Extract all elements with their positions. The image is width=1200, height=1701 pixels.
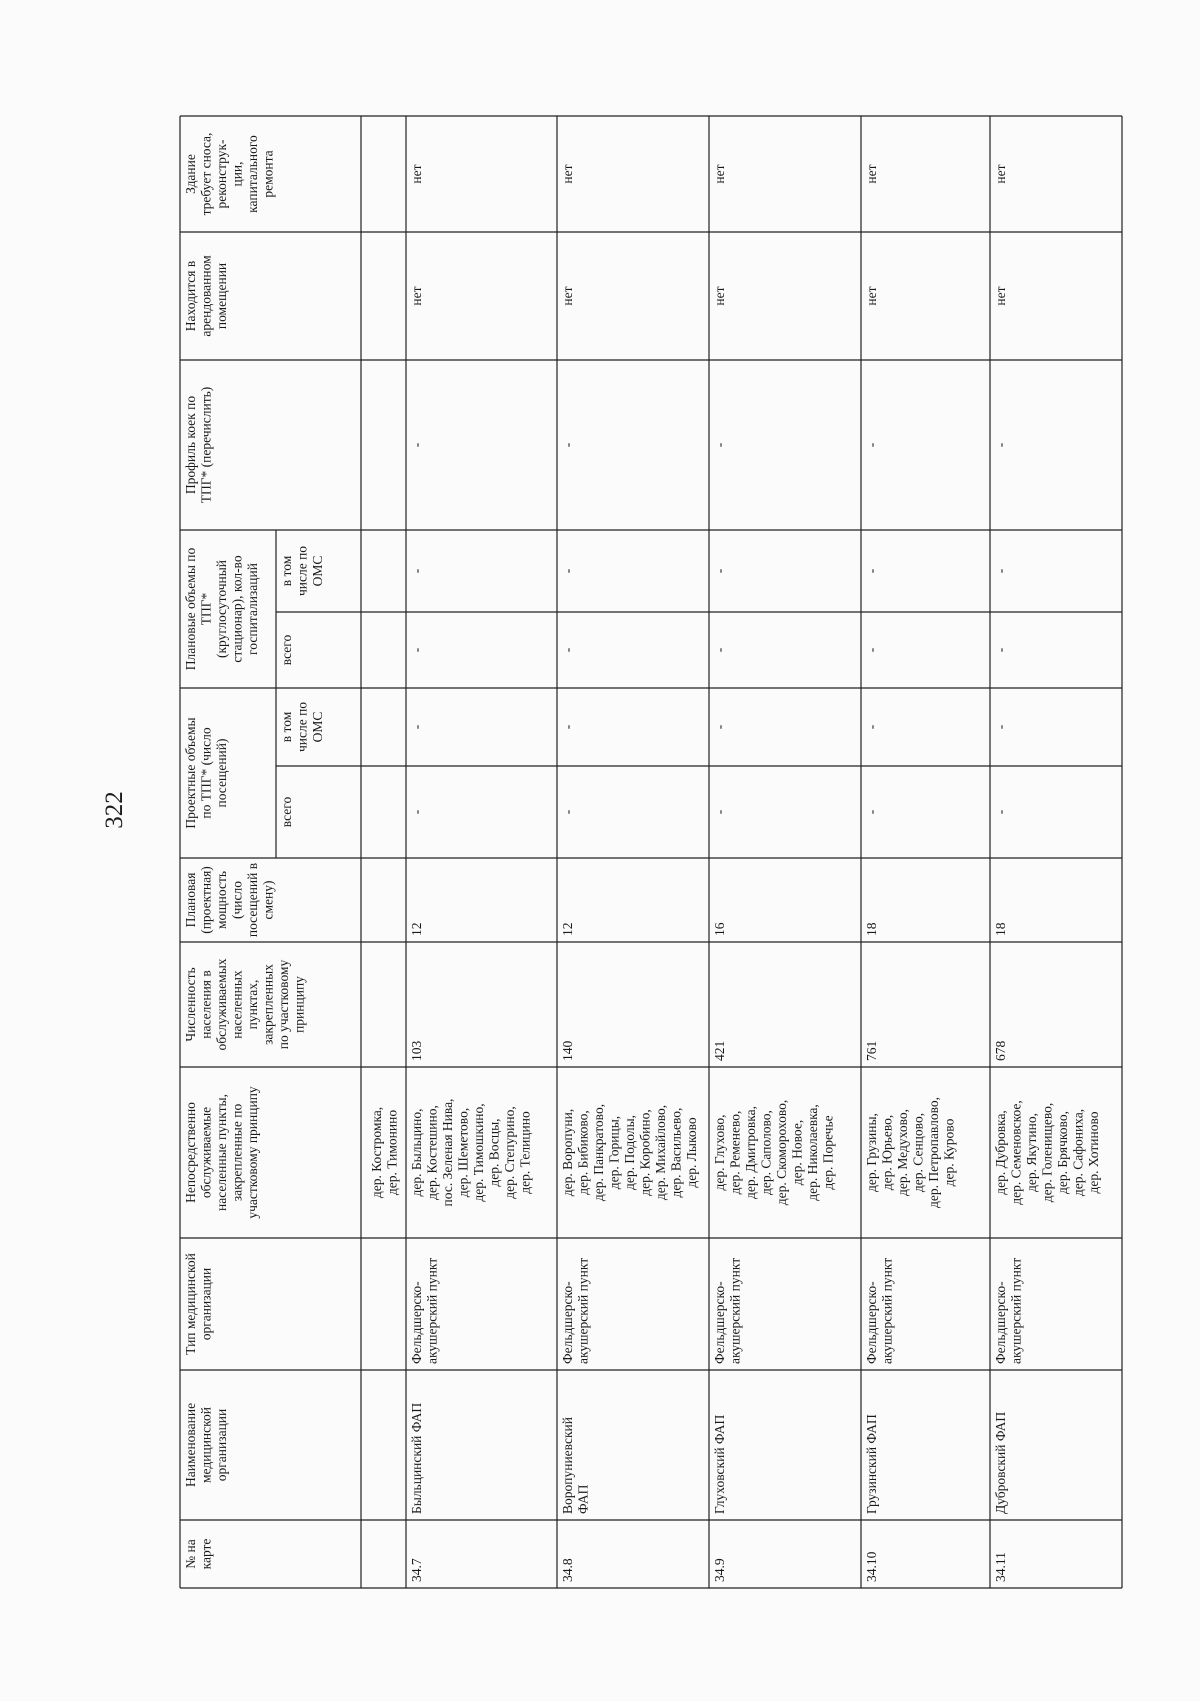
cell-settlements: дер. Ременево, (727, 1110, 743, 1195)
header-visits-oms: в том (279, 711, 294, 743)
header-capacity: (проектная) (198, 866, 214, 934)
header-repair: ции, (229, 161, 245, 187)
header-type: Тип медицинской (183, 1253, 198, 1355)
cell-settlements: дер. Михайлово, (653, 1104, 668, 1201)
header-capacity: смену) (260, 880, 276, 920)
cell-population: 421 (712, 1040, 727, 1061)
cell-settlements: дер. Васильево, (668, 1107, 684, 1198)
cell-repair: нет (864, 164, 879, 184)
header-beds: ТПГ* (перечислить) (198, 386, 214, 504)
header-visits-oms: числе по (294, 701, 310, 753)
cell-settlements: дер. Шеметово, (455, 1107, 471, 1198)
cell-hosp-total: - (560, 647, 575, 653)
header-hosp-oms: в том (279, 555, 294, 587)
cell-beds: - (712, 442, 727, 448)
header-visits: по ТПГ* (число (198, 727, 214, 819)
page-number: 322 (101, 791, 128, 829)
cell-capacity: 16 (712, 922, 727, 936)
cell-settlements: дер. Якутино, (1024, 1113, 1039, 1192)
header-hosp: стационар), кол-во (229, 555, 245, 663)
header-num: № на (183, 1539, 198, 1569)
header-population: по участковому (276, 959, 291, 1050)
cell-rented: нет (409, 286, 424, 306)
cell-population: 678 (993, 1040, 1008, 1061)
cell-num: 34.10 (864, 1551, 879, 1582)
header-name: Наименование (183, 1402, 198, 1488)
cell-num: 34.11 (993, 1552, 1008, 1582)
header-hosp: (круглосуточный (214, 559, 229, 659)
header-visits-oms: ОМС (310, 711, 325, 743)
cell-settlements: дер. Дмитровка, (743, 1106, 758, 1199)
header-capacity: мощность (214, 870, 229, 930)
cell-visits-total: - (993, 809, 1008, 815)
cell-rented: нет (993, 286, 1008, 306)
header-visits-total: всего (279, 796, 294, 828)
cell-settlements: дер. Телицино (517, 1111, 533, 1194)
cell-hosp-total: - (712, 647, 727, 653)
cell-settlements: дер. Воропуни, (560, 1108, 575, 1197)
header-settlements: закрепленные по (229, 1103, 245, 1202)
continuation-settlements: дер. Тимонино (384, 1109, 400, 1196)
cell-beds: - (560, 442, 575, 448)
cell-type: акушерский пункт (424, 1257, 440, 1364)
cell-hosp-total: - (993, 647, 1008, 653)
cell-settlements: дер. Лыково (684, 1117, 699, 1188)
cell-num: 34.8 (560, 1558, 575, 1582)
cell-type: Фельдшерско- (712, 1281, 727, 1364)
cell-visits-total: - (409, 809, 424, 815)
header-settlements: участковому принципу (245, 1086, 260, 1219)
cell-hosp-oms: - (864, 568, 879, 574)
cell-capacity: 18 (864, 922, 879, 936)
header-settlements: обслуживаемые (198, 1106, 214, 1199)
cell-type: Фельдшерско- (993, 1281, 1008, 1364)
header-capacity: (число (229, 881, 245, 919)
cell-name: Грузинский ФАП (864, 1414, 879, 1514)
cell-settlements: дер. Сенцово, (910, 1112, 926, 1193)
cell-type: Фельдшерско- (409, 1281, 424, 1364)
cell-hosp-oms: - (409, 568, 424, 574)
cell-settlements: дер. Тимошкино, (471, 1103, 486, 1202)
cell-rented: нет (560, 286, 575, 306)
cell-rented: нет (864, 286, 879, 306)
header-repair: требует сноса, (198, 132, 214, 216)
cell-settlements: дер. Глухово, (712, 1114, 727, 1191)
cell-population: 103 (409, 1040, 424, 1061)
header-repair: ремонта (260, 150, 276, 198)
header-repair: Здание (183, 154, 198, 194)
cell-capacity: 18 (993, 922, 1008, 936)
cell-hosp-total: - (409, 647, 424, 653)
header-rented: помещении (214, 262, 229, 330)
cell-name: Глуховский ФАП (712, 1414, 727, 1514)
cell-settlements: дер. Костешино, (424, 1105, 440, 1200)
cell-hosp-oms: - (993, 568, 1008, 574)
cell-capacity: 12 (409, 922, 424, 936)
header-population: закрепленных (260, 964, 276, 1045)
cell-capacity: 12 (560, 922, 575, 936)
cell-settlements: дер. Семеновское, (1008, 1100, 1024, 1205)
cell-settlements: дер. Сафониха, (1070, 1108, 1086, 1197)
header-hosp: Плановые объемы по (183, 547, 198, 671)
header-population: населения в (198, 970, 214, 1039)
header-repair: капитального (245, 135, 260, 213)
cell-settlements: дер. Новое, (789, 1119, 805, 1186)
header-visits: посещений) (214, 738, 229, 808)
header-settlements: Непосредственно (183, 1102, 198, 1203)
header-hosp-total: всего (279, 634, 294, 666)
cell-repair: нет (409, 164, 424, 184)
cell-population: 140 (560, 1040, 575, 1061)
cell-settlements: дер. Саполово, (758, 1110, 774, 1195)
cell-settlements: дер. Бибиково, (575, 1110, 591, 1195)
cell-settlements: дер. Николаевка, (805, 1104, 820, 1201)
cell-settlements: дер. Хотиново (1086, 1111, 1101, 1194)
cell-settlements: пос. Зеленая Нива, (440, 1098, 455, 1207)
header-type: организации (198, 1267, 214, 1341)
header-hosp-oms: числе по (294, 545, 310, 597)
cell-repair: нет (560, 164, 575, 184)
cell-settlements: дер. Панкратово, (591, 1103, 606, 1202)
cell-type: акушерский пункт (727, 1257, 743, 1364)
cell-visits-oms: - (712, 724, 727, 730)
header-name: организации (214, 1408, 229, 1482)
cell-settlements: дер. Коробино, (637, 1109, 653, 1196)
cell-repair: нет (712, 164, 727, 184)
cell-settlements: дер. Горицы, (606, 1115, 622, 1190)
cell-type: Фельдшерско- (864, 1281, 879, 1364)
cell-settlements: дер. Петропавлово, (926, 1097, 941, 1208)
header-population: населенных (229, 970, 245, 1039)
cell-beds: - (993, 442, 1008, 448)
cell-beds: - (409, 442, 424, 448)
cell-settlements: дер. Дубровка, (993, 1110, 1008, 1195)
cell-repair: нет (993, 164, 1008, 184)
header-hosp: госпитализаций (245, 563, 260, 655)
cell-visits-oms: - (864, 724, 879, 730)
cell-type: акушерский пункт (575, 1257, 591, 1364)
header-population: обслуживаемых (214, 958, 229, 1051)
cell-settlements: дер. Грузины, (864, 1113, 879, 1192)
header-rented: Находится в (183, 260, 198, 332)
cell-settlements: дер. Скоморохово, (774, 1099, 789, 1206)
cell-settlements: дер. Степурино, (502, 1106, 517, 1199)
cell-settlements: дер. Поречье (820, 1115, 836, 1190)
header-population: пунктах, (245, 979, 260, 1030)
header-settlements: населенные пункты, (214, 1094, 229, 1211)
header-rented: арендованном (198, 255, 214, 337)
cell-settlements: дер. Курово (941, 1118, 957, 1187)
cell-beds: - (864, 442, 879, 448)
cell-num: 34.7 (409, 1558, 424, 1582)
header-hosp: ТПГ* (198, 592, 214, 626)
cell-name: ФАП (575, 1484, 591, 1514)
header-beds: Профиль коек по (183, 395, 198, 495)
cell-hosp-total: - (864, 647, 879, 653)
cell-settlements: дер. Медухово, (895, 1108, 910, 1197)
cell-rented: нет (712, 286, 727, 306)
cell-population: 761 (864, 1040, 879, 1061)
cell-name: Быльцинский ФАП (409, 1402, 424, 1514)
header-name: медицинской (198, 1407, 214, 1483)
cell-hosp-oms: - (712, 568, 727, 574)
header-capacity: посещений в (245, 862, 260, 938)
cell-type: акушерский пункт (1008, 1257, 1024, 1364)
cell-settlements: дер. Юрьево, (879, 1114, 895, 1191)
cell-settlements: дер. Быльцино, (409, 1108, 424, 1197)
header-hosp-oms: ОМС (310, 555, 325, 587)
header-capacity: Плановая (183, 872, 198, 928)
cell-num: 34.9 (712, 1558, 727, 1582)
cell-settlements: дер. Восцы, (486, 1118, 502, 1187)
cell-settlements: дер. Подолы, (622, 1114, 637, 1191)
cell-visits-oms: - (560, 724, 575, 730)
cell-type: Фельдшерско- (560, 1281, 575, 1364)
header-visits: Проектные объемы (183, 717, 198, 829)
cell-visits-total: - (712, 809, 727, 815)
cell-visits-total: - (560, 809, 575, 815)
cell-visits-total: - (864, 809, 879, 815)
continuation-settlements: дер. Костромка, (368, 1106, 384, 1199)
cell-type: акушерский пункт (879, 1257, 895, 1364)
cell-hosp-oms: - (560, 568, 575, 574)
header-population: Численность (183, 967, 198, 1042)
cell-visits-oms: - (409, 724, 424, 730)
cell-name: Воропуниевский (560, 1417, 575, 1514)
header-repair: реконструк- (214, 139, 229, 209)
cell-settlements: дер. Брячково, (1055, 1111, 1070, 1194)
cell-visits-oms: - (993, 724, 1008, 730)
cell-settlements: дер. Голенищево, (1039, 1102, 1055, 1203)
header-population: принципу (291, 976, 307, 1033)
header-num: карте (198, 1538, 214, 1570)
cell-name: Дубровский ФАП (993, 1411, 1008, 1514)
